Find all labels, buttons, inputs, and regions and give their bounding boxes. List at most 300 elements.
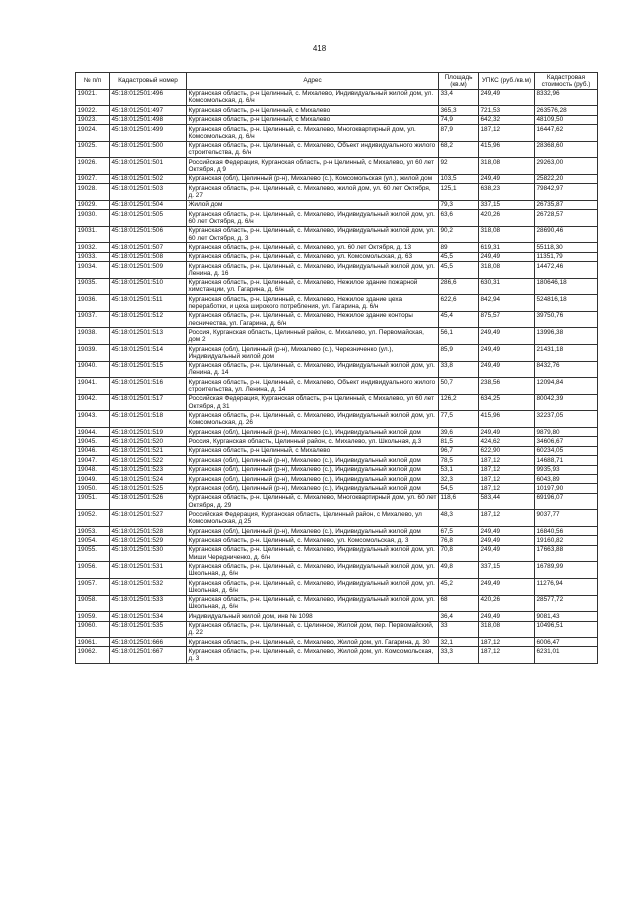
upks-cell: 318,08: [479, 226, 535, 243]
area-cell: 50,7: [439, 378, 479, 395]
area-cell: 33,3: [439, 647, 479, 664]
cadastral-number-cell: 45:18:012501:531: [110, 562, 187, 579]
cadastral-number-cell: 45:18:012501:535: [110, 621, 187, 638]
upks-cell: 249,49: [479, 345, 535, 362]
upks-cell: 634,25: [479, 394, 535, 411]
cadastral-cost-cell: 28577,72: [535, 595, 598, 612]
row-number-cell: 19037.: [76, 311, 110, 328]
address-cell: Курганская область, р-н Целинный, с. Михалево, Индивидуальный жилой дом, ул. Комсомольская, д. 6/н: [187, 89, 439, 106]
cadastral-cost-cell: 10496,51: [535, 621, 598, 638]
cadastral-number-cell: 45:18:012501:523: [110, 465, 187, 474]
row-number-cell: 19031.: [76, 226, 110, 243]
upks-cell: 420,26: [479, 210, 535, 227]
table-row: [76, 243, 598, 252]
cadastral-cost-cell: 48109,50: [535, 115, 598, 124]
cadastral-number-cell: 45:18:012501:502: [110, 174, 187, 183]
area-cell: 45,5: [439, 262, 479, 279]
area-cell: 74,9: [439, 115, 479, 124]
cadastral-number-cell: 45:18:012501:524: [110, 474, 187, 483]
upks-cell: 249,49: [479, 252, 535, 261]
cadastral-cost-cell: 25822,20: [535, 174, 598, 183]
cadastral-number-cell: 45:18:012501:515: [110, 361, 187, 378]
address-cell: Курганская (обл), Целинный (р-н), Михалево (с.), Индивидуальный жилой дом: [187, 474, 439, 483]
upks-cell: 187,12: [479, 484, 535, 493]
upks-cell: 249,49: [479, 612, 535, 621]
area-cell: 365,3: [439, 106, 479, 115]
cadastral-number-cell: 45:18:012501:527: [110, 510, 187, 527]
address-cell: Курганская область, р-н. Целинный, с. Михалево, Индивидуальный жилой дом, ул. Школьная, д. 6/н: [187, 595, 439, 612]
row-number-cell: 19054.: [76, 536, 110, 545]
address-cell: Курганская область, р-н Целинный, с Михалево: [187, 106, 439, 115]
cadastral-number-cell: 45:18:012501:510: [110, 278, 187, 295]
area-cell: 103,5: [439, 174, 479, 183]
table-row: [76, 158, 598, 175]
cadastral-number-cell: 45:18:012501:529: [110, 536, 187, 545]
cadastral-cost-cell: 10197,90: [535, 484, 598, 493]
address-cell: Жилой дом: [187, 200, 439, 209]
area-cell: 67,5: [439, 526, 479, 535]
row-number-cell: 19056.: [76, 562, 110, 579]
address-cell: Курганская (обл), Целинный (р-н), Михалево (с.), Индивидуальный жилой дом: [187, 428, 439, 437]
address-cell: Курганская область, р-н. Целинный, с. Михалево, Индивидуальный жилой дом, ул. Комсомольская, д. 26: [187, 411, 439, 428]
cadastral-cost-cell: 14688,71: [535, 456, 598, 465]
upks-cell: 424,62: [479, 437, 535, 446]
cadastral-number-cell: 45:18:012501:534: [110, 612, 187, 621]
table-row: [76, 510, 598, 527]
cadastral-cost-cell: 26735,87: [535, 200, 598, 209]
row-number-cell: 19058.: [76, 595, 110, 612]
cadastral-cost-cell: 28690,46: [535, 226, 598, 243]
table-row: [76, 226, 598, 243]
row-number-cell: 19030.: [76, 210, 110, 227]
cadastral-number-cell: 45:18:012501:520: [110, 437, 187, 446]
cadastral-number-cell: 45:18:012501:528: [110, 526, 187, 535]
area-cell: 286,6: [439, 278, 479, 295]
cadastral-number-cell: 45:18:012501:500: [110, 141, 187, 158]
table-row: [76, 106, 598, 115]
cadastral-cost-cell: 8332,96: [535, 89, 598, 106]
upks-cell: 318,08: [479, 621, 535, 638]
cadastral-number-cell: 45:18:012501:519: [110, 428, 187, 437]
row-number-cell: 19043.: [76, 411, 110, 428]
row-number-cell: 19062.: [76, 647, 110, 664]
address-cell: Курганская область, р-н. Целинный, с. Михалево, Индивидуальный жилой дом, ул. Миши Чередниченко, д. 6/н: [187, 545, 439, 562]
cadastral-number-cell: 45:18:012501:525: [110, 484, 187, 493]
cadastral-cost-cell: 80042,39: [535, 394, 598, 411]
area-cell: 77,5: [439, 411, 479, 428]
cadastral-cost-cell: 6231,01: [535, 647, 598, 664]
table-row: [76, 456, 598, 465]
address-cell: Курганская область, р-н. Целинный, с. Михалево, Нежилое здание цеха переработки, и цеха широкого потребления, ул. Гагарина, д. 6/н: [187, 295, 439, 312]
cadastral-number-cell: 45:18:012501:667: [110, 647, 187, 664]
row-number-cell: 19055.: [76, 545, 110, 562]
cadastral-number-cell: 45:18:012501:532: [110, 578, 187, 595]
upks-cell: 238,56: [479, 378, 535, 395]
upks-cell: 415,96: [479, 141, 535, 158]
header-area: Площадь (кв.м): [439, 73, 479, 90]
area-cell: 32,1: [439, 638, 479, 647]
table-row: [76, 124, 598, 141]
area-cell: 89: [439, 243, 479, 252]
row-number-cell: 19039.: [76, 345, 110, 362]
cadastral-number-cell: 45:18:012501:513: [110, 328, 187, 345]
address-cell: Курганская область, р-н Целинный, с Михалево: [187, 115, 439, 124]
address-cell: Курганская (обл), Целинный (р-н), Михалево (с.), Индивидуальный жилой дом: [187, 465, 439, 474]
address-cell: Курганская область, р-н. Целинный, с. Михалево, Объект индивидуального жилого строительства, д. 6/н: [187, 141, 439, 158]
address-cell: Курганская область, р-н. Целинный, с. Михалево, Нежилое здание пожарной химстанции, ул. Гагарина, д. 6/н: [187, 278, 439, 295]
cadastral-cost-cell: 9879,80: [535, 428, 598, 437]
cadastral-cost-cell: 11351,79: [535, 252, 598, 261]
table-row: [76, 210, 598, 227]
header-cost: Кадастровая стоимость (руб.): [535, 73, 598, 90]
area-cell: 70,8: [439, 545, 479, 562]
address-cell: Курганская область, р-н. Целинный, с. Михалево, Жилой дом, ул. Комсомольская, д. 3: [187, 647, 439, 664]
upks-cell: 619,31: [479, 243, 535, 252]
row-number-cell: 19042.: [76, 394, 110, 411]
cadastral-cost-cell: 6006,47: [535, 638, 598, 647]
table-row: [76, 278, 598, 295]
cadastral-number-cell: 45:18:012501:506: [110, 226, 187, 243]
cadastral-number-cell: 45:18:012501:499: [110, 124, 187, 141]
table-row: [76, 562, 598, 579]
area-cell: 68: [439, 595, 479, 612]
table-row: [76, 474, 598, 483]
area-cell: 81,5: [439, 437, 479, 446]
cadastral-number-cell: 45:18:012501:533: [110, 595, 187, 612]
table-row: [76, 647, 598, 664]
upks-cell: 249,49: [479, 328, 535, 345]
table-row: [76, 378, 598, 395]
area-cell: 45,5: [439, 252, 479, 261]
area-cell: 45,2: [439, 578, 479, 595]
header-upks: УПКС (руб./кв.м): [479, 73, 535, 90]
upks-cell: 187,12: [479, 510, 535, 527]
row-number-cell: 19040.: [76, 361, 110, 378]
row-number-cell: 19057.: [76, 578, 110, 595]
row-number-cell: 19024.: [76, 124, 110, 141]
address-cell: Курганская (обл), Целинный (р-н), Михалево (с.), Индивидуальный жилой дом: [187, 456, 439, 465]
upks-cell: 249,49: [479, 536, 535, 545]
cadastral-cost-cell: 180646,18: [535, 278, 598, 295]
area-cell: 85,9: [439, 345, 479, 362]
table-row: [76, 361, 598, 378]
address-cell: Российская Федерация, Курганская область, Целинный район, с Михалево, ул Комсомольская, д 25: [187, 510, 439, 527]
area-cell: 125,1: [439, 184, 479, 201]
cadastral-cost-cell: 16789,99: [535, 562, 598, 579]
address-cell: Курганская область, р-н. Целинный, с. Михалево, Индивидуальный жилой дом, ул. 60 лет Октября, д. 3: [187, 226, 439, 243]
row-number-cell: 19051.: [76, 493, 110, 510]
row-number-cell: 19033.: [76, 252, 110, 261]
upks-cell: 187,12: [479, 474, 535, 483]
upks-cell: 630,31: [479, 278, 535, 295]
upks-cell: 337,15: [479, 562, 535, 579]
area-cell: 90,2: [439, 226, 479, 243]
cadastral-number-cell: 45:18:012501:507: [110, 243, 187, 252]
header-num: № п/п: [76, 73, 110, 90]
address-cell: Курганская область, р-н. Целинный, с. Михалево, Нежилое здание конторы лесничества, ул. Гагарина, д. 6/н: [187, 311, 439, 328]
cadastral-cost-cell: 29263,00: [535, 158, 598, 175]
cadastral-number-cell: 45:18:012501:521: [110, 446, 187, 455]
area-cell: 76,8: [439, 536, 479, 545]
upks-cell: 721,53: [479, 106, 535, 115]
cadastral-cost-cell: 263576,28: [535, 106, 598, 115]
page-number: 418: [312, 44, 327, 53]
row-number-cell: 19034.: [76, 262, 110, 279]
table-row: [76, 612, 598, 621]
upks-cell: 187,12: [479, 647, 535, 664]
cadastral-cost-cell: 79842,97: [535, 184, 598, 201]
area-cell: 56,1: [439, 328, 479, 345]
table-row: [76, 428, 598, 437]
table-row: [76, 526, 598, 535]
address-cell: Российская Федерация, Курганская область, р-н Целинный, с Михалево, ул 60 лет Октября, д 31: [187, 394, 439, 411]
upks-cell: 187,12: [479, 465, 535, 474]
row-number-cell: 19041.: [76, 378, 110, 395]
header-row: [76, 73, 598, 90]
row-number-cell: 19027.: [76, 174, 110, 183]
area-cell: 118,6: [439, 493, 479, 510]
cadastral-number-cell: 45:18:012501:512: [110, 311, 187, 328]
cadastral-number-cell: 45:18:012501:498: [110, 115, 187, 124]
upks-cell: 420,26: [479, 595, 535, 612]
row-number-cell: 19025.: [76, 141, 110, 158]
table-body: [76, 89, 598, 663]
cadastral-number-cell: 45:18:012501:526: [110, 493, 187, 510]
area-cell: 87,9: [439, 124, 479, 141]
row-number-cell: 19021.: [76, 89, 110, 106]
cadastral-number-cell: 45:18:012501:504: [110, 200, 187, 209]
area-cell: 78,5: [439, 456, 479, 465]
address-cell: Курганская область, р-н. Целинный, с. Целинное, Жилой дом, пер. Первомайский, д. 22: [187, 621, 439, 638]
row-number-cell: 19060.: [76, 621, 110, 638]
table-row: [76, 115, 598, 124]
table-row: [76, 174, 598, 183]
area-cell: 68,2: [439, 141, 479, 158]
table-row: [76, 621, 598, 638]
area-cell: 33,8: [439, 361, 479, 378]
area-cell: 92: [439, 158, 479, 175]
table-row: [76, 411, 598, 428]
address-cell: Курганская область, р-н. Целинный, с. Михалево, Многоквартирный дом, ул. Комсомольская, д. 6/н: [187, 124, 439, 141]
cadastral-cost-cell: 19160,82: [535, 536, 598, 545]
area-cell: 33,4: [439, 89, 479, 106]
area-cell: 32,3: [439, 474, 479, 483]
address-cell: Курганская область, р-н. Целинный, с. Михалево, ул. Комсомольская, д. 63: [187, 252, 439, 261]
header-cadastral: Кадастровый номер: [110, 73, 187, 90]
cadastral-cost-cell: 11276,94: [535, 578, 598, 595]
area-cell: 622,6: [439, 295, 479, 312]
address-cell: Курганская область, р-н. Целинный, с. Михалево, ул. 60 лет Октября, д. 13: [187, 243, 439, 252]
table-row: [76, 484, 598, 493]
table-row: [76, 394, 598, 411]
cadastral-cost-cell: 39750,76: [535, 311, 598, 328]
area-cell: 63,6: [439, 210, 479, 227]
table-row: [76, 493, 598, 510]
cadastral-number-cell: 45:18:012501:508: [110, 252, 187, 261]
upks-cell: 622,90: [479, 446, 535, 455]
address-cell: Россия, Курганская область, Целинный район, с. Михалево, ул. Школьная, д.3: [187, 437, 439, 446]
table-row: [76, 328, 598, 345]
cadastral-number-cell: 45:18:012501:503: [110, 184, 187, 201]
table-header: [76, 73, 598, 90]
row-number-cell: 19052.: [76, 510, 110, 527]
row-number-cell: 19023.: [76, 115, 110, 124]
table-row: [76, 184, 598, 201]
upks-cell: 415,96: [479, 411, 535, 428]
table-row: [76, 345, 598, 362]
cadastral-cost-cell: 60234,05: [535, 446, 598, 455]
row-number-cell: 19035.: [76, 278, 110, 295]
table-row: [76, 252, 598, 261]
row-number-cell: 19032.: [76, 243, 110, 252]
table-row: [76, 141, 598, 158]
cadastral-cost-cell: 17663,88: [535, 545, 598, 562]
address-cell: Курганская область, р-н. Целинный, с. Михалево, Индивидуальный жилой дом, ул. Школьная, д. 6/н: [187, 562, 439, 579]
cadastral-cost-cell: 32237,05: [535, 411, 598, 428]
area-cell: 39,6: [439, 428, 479, 437]
upks-cell: 187,12: [479, 638, 535, 647]
address-cell: Курганская область, р-н. Целинный, с. Михалево, Индивидуальный жилой дом, ул. Ленина, д. 14: [187, 361, 439, 378]
upks-cell: 638,23: [479, 184, 535, 201]
upks-cell: 583,44: [479, 493, 535, 510]
cadastral-cost-cell: 9935,93: [535, 465, 598, 474]
upks-cell: 337,15: [479, 200, 535, 209]
address-cell: Курганская (обл), Целинный (р-н), Михалево (с.), Индивидуальный жилой дом: [187, 526, 439, 535]
address-cell: Индивидуальный жилой дом, инв № 1098: [187, 612, 439, 621]
area-cell: 54,5: [439, 484, 479, 493]
upks-cell: 249,49: [479, 578, 535, 595]
cadastral-cost-cell: 26728,57: [535, 210, 598, 227]
row-number-cell: 19029.: [76, 200, 110, 209]
table-row: [76, 536, 598, 545]
table-row: [76, 437, 598, 446]
address-cell: Курганская область, р-н. Целинный, с. Михалево, Индивидуальный жилой дом, ул. Школьная, д. 6/н: [187, 578, 439, 595]
upks-cell: 642,32: [479, 115, 535, 124]
area-cell: 45,4: [439, 311, 479, 328]
header-address: Адрес: [187, 73, 439, 90]
upks-cell: 249,49: [479, 545, 535, 562]
table-row: [76, 638, 598, 647]
row-number-cell: 19046.: [76, 446, 110, 455]
upks-cell: 249,49: [479, 174, 535, 183]
cadastral-cost-cell: 69196,07: [535, 493, 598, 510]
upks-cell: 842,94: [479, 295, 535, 312]
address-cell: Курганская (обл), Целинный (р-н), Михалево (с.), Индивидуальный жилой дом: [187, 484, 439, 493]
address-cell: Курганская область, р-н. Целинный, с. Михалево, Индивидуальный жилой дом, ул. 60 лет Октября, д. 6/н: [187, 210, 439, 227]
area-cell: 96,7: [439, 446, 479, 455]
cadastral-cost-cell: 6043,89: [535, 474, 598, 483]
cadastral-number-cell: 45:18:012501:530: [110, 545, 187, 562]
address-cell: Курганская область, р-н Целинный, с Михалево: [187, 446, 439, 455]
address-cell: Курганская область, р-н. Целинный, с. Михалево, Объект индивидуального жилого строительства, ул. Ленина, д. 14: [187, 378, 439, 395]
row-number-cell: 19026.: [76, 158, 110, 175]
area-cell: 48,3: [439, 510, 479, 527]
cadastral-number-cell: 45:18:012501:522: [110, 456, 187, 465]
row-number-cell: 19038.: [76, 328, 110, 345]
area-cell: 49,8: [439, 562, 479, 579]
row-number-cell: 19022.: [76, 106, 110, 115]
upks-cell: 249,49: [479, 428, 535, 437]
area-cell: 33: [439, 621, 479, 638]
row-number-cell: 19036.: [76, 295, 110, 312]
cadastral-number-cell: 45:18:012501:516: [110, 378, 187, 395]
row-number-cell: 19048.: [76, 465, 110, 474]
cadastral-cost-cell: 524816,18: [535, 295, 598, 312]
cadastral-number-cell: 45:18:012501:511: [110, 295, 187, 312]
cadastral-cost-cell: 12094,84: [535, 378, 598, 395]
upks-cell: 249,49: [479, 89, 535, 106]
cadastral-cost-cell: 28368,60: [535, 141, 598, 158]
cadastral-number-cell: 45:18:012501:501: [110, 158, 187, 175]
table-row: [76, 89, 598, 106]
address-cell: Курганская (обл), Целинный (р-н), Михалево (с.), Черезниченко (ул.), Индивидуальный жилой дом: [187, 345, 439, 362]
cadastral-registry-table: [75, 72, 598, 664]
table-row: [76, 578, 598, 595]
area-cell: 36,4: [439, 612, 479, 621]
cadastral-number-cell: 45:18:012501:514: [110, 345, 187, 362]
row-number-cell: 19047.: [76, 456, 110, 465]
address-cell: Курганская (обл), Целинный (р-н), Михалево (с.), Комсомольская (ул.), жилой дом: [187, 174, 439, 183]
upks-cell: 187,12: [479, 124, 535, 141]
cadastral-cost-cell: 34606,67: [535, 437, 598, 446]
table-row: [76, 200, 598, 209]
cadastral-number-cell: 45:18:012501:496: [110, 89, 187, 106]
table-row: [76, 311, 598, 328]
upks-cell: 249,49: [479, 361, 535, 378]
row-number-cell: 19050.: [76, 484, 110, 493]
row-number-cell: 19049.: [76, 474, 110, 483]
cadastral-cost-cell: 14472,46: [535, 262, 598, 279]
cadastral-cost-cell: 9037,77: [535, 510, 598, 527]
area-cell: 53,1: [439, 465, 479, 474]
cadastral-cost-cell: 55118,30: [535, 243, 598, 252]
cadastral-number-cell: 45:18:012501:509: [110, 262, 187, 279]
cadastral-number-cell: 45:18:012501:497: [110, 106, 187, 115]
area-cell: 79,3: [439, 200, 479, 209]
address-cell: Курганская область, р-н. Целинный, с. Михалево, ул. Комсомольская, д. 3: [187, 536, 439, 545]
cadastral-number-cell: 45:18:012501:517: [110, 394, 187, 411]
cadastral-cost-cell: 9081,43: [535, 612, 598, 621]
cadastral-number-cell: 45:18:012501:518: [110, 411, 187, 428]
row-number-cell: 19059.: [76, 612, 110, 621]
cadastral-cost-cell: 16447,62: [535, 124, 598, 141]
cadastral-cost-cell: 13996,38: [535, 328, 598, 345]
cadastral-number-cell: 45:18:012501:505: [110, 210, 187, 227]
address-cell: Курганская область, р-н. Целинный, с. Михалево, Жилой дом, ул. Гагарина, д. 30: [187, 638, 439, 647]
row-number-cell: 19028.: [76, 184, 110, 201]
table-row: [76, 295, 598, 312]
table-row: [76, 446, 598, 455]
upks-cell: 318,08: [479, 158, 535, 175]
upks-cell: 318,08: [479, 262, 535, 279]
upks-cell: 249,49: [479, 526, 535, 535]
cadastral-cost-cell: 16840,56: [535, 526, 598, 535]
row-number-cell: 19045.: [76, 437, 110, 446]
cadastral-number-cell: 45:18:012501:666: [110, 638, 187, 647]
upks-cell: 875,57: [479, 311, 535, 328]
address-cell: Курганская область, р-н. Целинный, с. Михалево, Многоквартирный дом, ул. 60 лет Октября, д. 29: [187, 493, 439, 510]
table-row: [76, 262, 598, 279]
table-row: [76, 465, 598, 474]
cadastral-cost-cell: 21431,18: [535, 345, 598, 362]
address-cell: Курганская область, р-н. Целинный, с. Михалево, Индивидуальный жилой дом, ул. Ленина, д. 16: [187, 262, 439, 279]
address-cell: Курганская область, р-н. Целинный, с. Михалево, жилой дом, ул. 60 лет Октября, д. 27: [187, 184, 439, 201]
cadastral-cost-cell: 8432,76: [535, 361, 598, 378]
address-cell: Российская Федерация, Курганская область, р-н Целинный, с Михалево, ул 60 лет Октября, д 9: [187, 158, 439, 175]
upks-cell: 187,12: [479, 456, 535, 465]
row-number-cell: 19061.: [76, 638, 110, 647]
row-number-cell: 19044.: [76, 428, 110, 437]
